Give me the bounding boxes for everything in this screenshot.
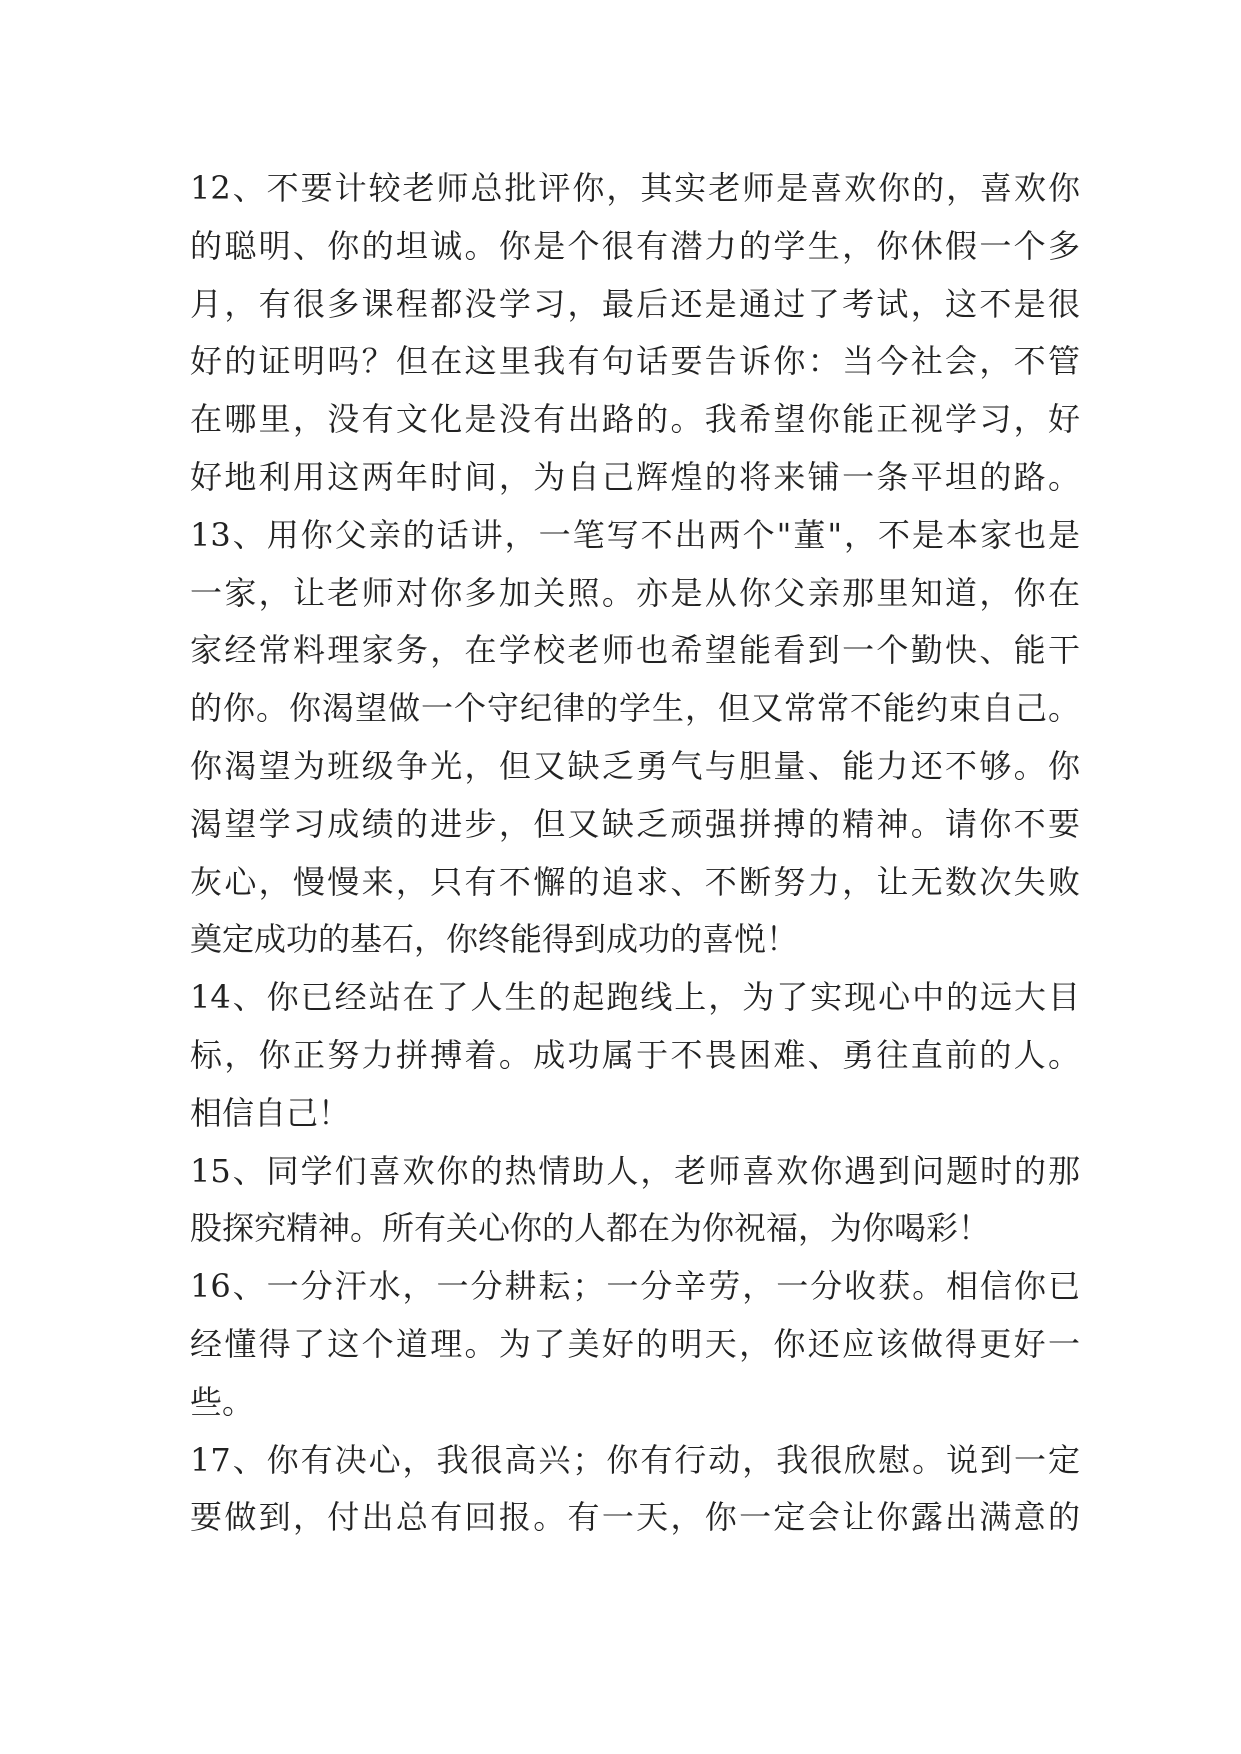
text-line: 的聪明、你的坦诚。你是个很有潜力的学生，你休假一个多 — [190, 226, 1080, 265]
text-line: 14、你已经站在了人生的起跑线上，为了实现心中的远大目 — [190, 978, 1080, 1017]
text-line: 月，有很多课程都没学习，最后还是通过了考试，这不是很 — [190, 284, 1080, 323]
text-line: 股探究精神。所有关心你的人都在为你祝福，为你喝彩！ — [190, 1209, 991, 1248]
text-line: 标，你正努力拼搏着。成功属于不畏困难、勇往直前的人。 — [190, 1035, 1080, 1074]
text-line: 渴望学习成绩的进步，但又缺乏顽强拼搏的精神。请你不要 — [190, 804, 1080, 843]
text-line: 13、用你父亲的话讲，一笔写不出两个"董"，不是本家也是 — [190, 515, 1080, 554]
text-line: 要做到，付出总有回报。有一天，你一定会让你露出满意的 — [190, 1498, 1080, 1537]
text-line: 12、不要计较老师总批评你，其实老师是喜欢你的，喜欢你 — [190, 169, 1080, 207]
text-line: 在哪里，没有文化是没有出路的。我希望你能正视学习，好 — [190, 400, 1080, 439]
text-line: 相信自己！ — [190, 1093, 351, 1132]
text-line: 17、你有决心，我很高兴；你有行动，我很欣慰。说到一定 — [190, 1440, 1080, 1479]
text-line: 16、一分汗水，一分耕耘；一分辛劳，一分收获。相信你已 — [190, 1267, 1080, 1306]
text-line: 的你。你渴望做一个守纪律的学生，但又常常不能约束自己。 — [190, 689, 1080, 728]
text-line: 家经常料理家务，在学校老师也希望能看到一个勤快、能干 — [190, 631, 1080, 670]
text-line: 你渴望为班级争光，但又缺乏勇气与胆量、能力还不够。你 — [190, 746, 1080, 785]
text-line: 些。 — [190, 1382, 255, 1421]
text-line: 灰心，慢慢来，只有不懈的追求、不断努力，让无数次失败 — [190, 862, 1080, 901]
text-line: 一家，让老师对你多加关照。亦是从你父亲那里知道，你在 — [190, 573, 1080, 612]
text-line: 15、同学们喜欢你的热情助人，老师喜欢你遇到问题时的那 — [190, 1151, 1080, 1190]
document-body — [190, 160, 1080, 1547]
text-line: 好地利用这两年时间，为自己辉煌的将来铺一条平坦的路。 — [190, 457, 1080, 496]
text-line: 好的证明吗？但在这里我有句话要告诉你：当今社会，不管 — [190, 342, 1080, 381]
text-line: 奠定成功的基石，你终能得到成功的喜悦！ — [190, 920, 799, 959]
text-line: 经懂得了这个道理。为了美好的明天，你还应该做得更好一 — [190, 1324, 1080, 1363]
